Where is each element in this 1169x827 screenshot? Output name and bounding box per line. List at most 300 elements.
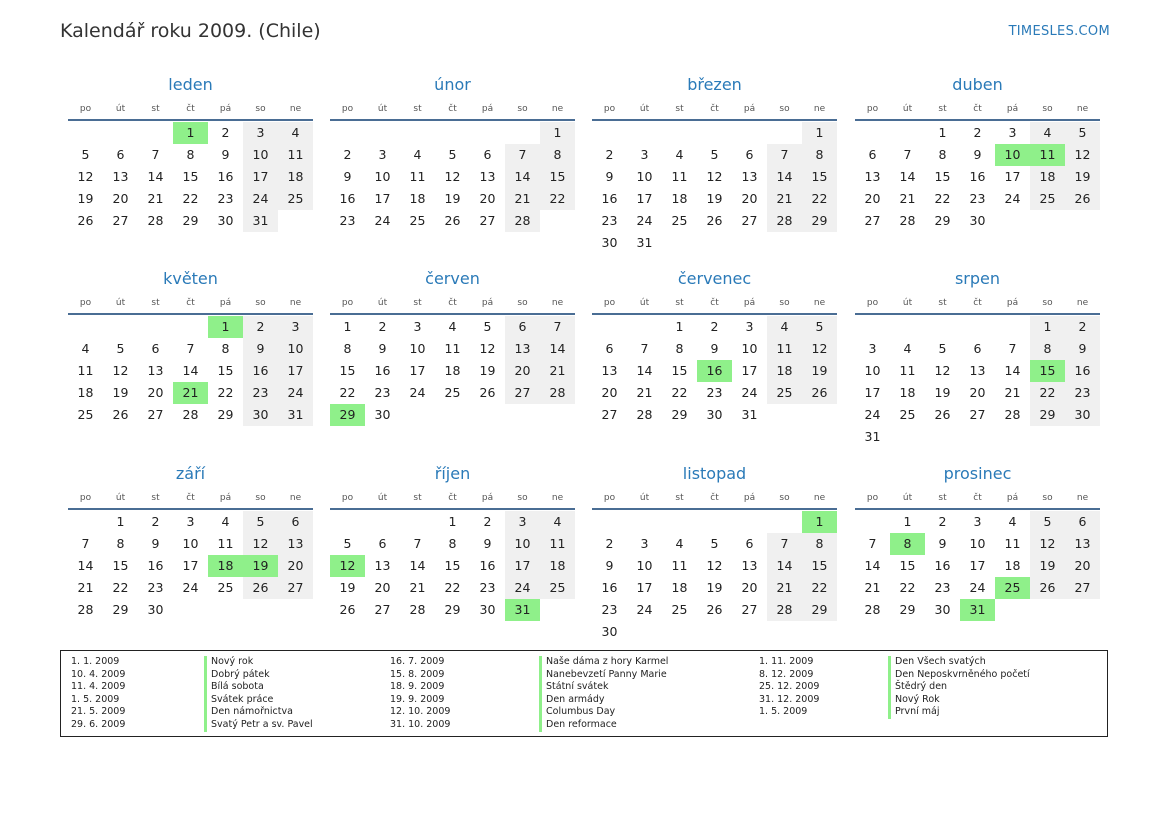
legend-names xyxy=(539,656,668,732)
day-cell: 6 xyxy=(868,147,877,162)
day-cell: 26 xyxy=(479,385,496,400)
day-cell: 15 xyxy=(112,558,129,573)
day-cell: 24 xyxy=(1004,191,1021,206)
weekday-label: so xyxy=(1042,493,1053,503)
weekday-label: ne xyxy=(551,493,564,503)
day-cell: 7 xyxy=(1008,341,1017,356)
month-prosinec xyxy=(855,464,1100,621)
day-cell: 8 xyxy=(675,341,684,356)
day-cell: 12 xyxy=(802,338,837,360)
weekday-label: po xyxy=(79,298,92,308)
day-cell: 20 xyxy=(864,191,881,206)
day-cell: 27 xyxy=(1065,577,1100,599)
legend-dates xyxy=(71,656,125,732)
empty-cell xyxy=(592,511,627,533)
day-cell: 16 xyxy=(969,169,986,184)
day-cell: 23 xyxy=(243,382,278,404)
day-cell: 1 xyxy=(903,514,912,529)
day-cell: 22 xyxy=(182,191,199,206)
day-cell: 26 xyxy=(934,407,951,422)
empty-cell xyxy=(592,122,627,144)
day-cell: 25 xyxy=(444,385,461,400)
day-cell: 23 xyxy=(601,213,618,228)
weekday-label: st xyxy=(938,298,947,308)
empty-cell xyxy=(627,511,662,533)
day-cell: 29 xyxy=(802,599,837,621)
day-cell: 18 xyxy=(444,363,461,378)
day-cell: 2 xyxy=(973,125,982,140)
weekday-label: čt xyxy=(186,298,195,308)
day-cell: 26 xyxy=(77,213,94,228)
day-cell: 29 xyxy=(802,210,837,232)
month-duben xyxy=(855,75,1100,232)
day-cell: 3 xyxy=(278,316,313,338)
day-cell: 5 xyxy=(1030,511,1065,533)
holiday-date: 25. 12. 2009 xyxy=(759,681,820,693)
day-cell: 9 xyxy=(151,536,160,551)
day-cell: 16 xyxy=(479,558,496,573)
day-cell: 28 xyxy=(182,407,199,422)
day-cell: 21 xyxy=(636,385,653,400)
day-cell: 16 xyxy=(601,580,618,595)
day-cell: 29 xyxy=(217,407,234,422)
day-cell: 27 xyxy=(278,577,313,599)
empty-cell xyxy=(855,316,890,338)
weekday-label: so xyxy=(255,298,266,308)
empty-cell xyxy=(767,511,802,533)
empty-cell xyxy=(855,122,890,144)
day-cell: 21 xyxy=(147,191,164,206)
legend-names xyxy=(204,656,313,732)
day-cell: 9 xyxy=(973,147,982,162)
day-cell: 10 xyxy=(969,536,986,551)
weekday-header xyxy=(592,291,837,315)
day-cell: 20 xyxy=(479,191,496,206)
day-cell: 19 xyxy=(479,363,496,378)
day-cell: 14 xyxy=(767,166,802,188)
day-cell: 19 xyxy=(339,580,356,595)
holiday-day: 31 xyxy=(960,599,995,621)
weekday-label: út xyxy=(115,493,126,503)
day-cell: 28 xyxy=(77,602,94,617)
day-cell: 27 xyxy=(864,213,881,228)
day-cell: 9 xyxy=(710,341,719,356)
day-cell: 3 xyxy=(505,511,540,533)
month-květen xyxy=(68,269,313,426)
day-cell: 22 xyxy=(217,385,234,400)
empty-cell xyxy=(435,122,470,144)
day-cell: 16 xyxy=(1065,360,1100,382)
day-cell: 7 xyxy=(151,147,160,162)
month-září xyxy=(68,464,313,621)
day-cell: 13 xyxy=(374,558,391,573)
weekday-label: pá xyxy=(219,298,232,308)
day-cell: 14 xyxy=(77,558,94,573)
holiday-date: 16. 7. 2009 xyxy=(390,656,445,667)
day-cell: 30 xyxy=(601,235,618,250)
day-cell: 7 xyxy=(540,316,575,338)
day-cell: 28 xyxy=(636,407,653,422)
month-listopad xyxy=(592,464,837,643)
holiday-name: Nový rok xyxy=(211,656,254,667)
month-name: říjen xyxy=(434,464,471,483)
weekday-label: st xyxy=(151,104,160,114)
day-cell: 2 xyxy=(938,514,947,529)
day-cell: 25 xyxy=(671,213,688,228)
day-cell: 20 xyxy=(112,191,129,206)
weekday-label: so xyxy=(779,298,790,308)
day-cell: 6 xyxy=(745,147,754,162)
day-cell: 4 xyxy=(221,514,230,529)
empty-cell xyxy=(890,316,925,338)
day-cell: 2 xyxy=(483,514,492,529)
weekday-label: čt xyxy=(973,104,982,114)
month-name: prosinec xyxy=(943,464,1012,483)
empty-cell xyxy=(103,316,138,338)
day-cell: 26 xyxy=(1065,188,1100,210)
day-cell: 17 xyxy=(505,555,540,577)
weekday-label: so xyxy=(779,493,790,503)
day-cell: 1 xyxy=(1030,316,1065,338)
day-cell: 8 xyxy=(1030,338,1065,360)
weekday-label: ne xyxy=(813,298,826,308)
month-únor xyxy=(330,75,575,232)
empty-cell xyxy=(400,122,435,144)
weekday-label: po xyxy=(79,493,92,503)
holiday-date: 18. 9. 2009 xyxy=(390,681,445,693)
weekday-label: po xyxy=(603,493,616,503)
weekday-label: čt xyxy=(973,493,982,503)
day-cell: 8 xyxy=(221,341,230,356)
holiday-day: 12 xyxy=(330,555,365,577)
day-cell: 3 xyxy=(413,319,422,334)
holiday-name: Svatý Petr a sv. Pavel xyxy=(211,718,313,730)
day-cell: 4 xyxy=(675,147,684,162)
holiday-name: Columbus Day xyxy=(546,706,616,718)
day-cell: 15 xyxy=(802,555,837,577)
holiday-day: 1 xyxy=(173,122,208,144)
day-cell: 24 xyxy=(741,385,758,400)
day-cell: 29 xyxy=(112,602,129,617)
empty-cell xyxy=(592,316,627,338)
day-cell: 17 xyxy=(243,166,278,188)
day-cell: 12 xyxy=(444,169,461,184)
day-cell: 6 xyxy=(1065,511,1100,533)
page-title: Kalendář roku 2009. (Chile) xyxy=(60,20,321,42)
day-cell: 9 xyxy=(378,341,387,356)
month-name: listopad xyxy=(682,464,747,483)
day-cell: 3 xyxy=(186,514,195,529)
weekday-label: út xyxy=(902,493,913,503)
day-cell: 13 xyxy=(741,169,758,184)
day-cell: 1 xyxy=(343,319,352,334)
day-cell: 26 xyxy=(1030,577,1065,599)
weekday-label: so xyxy=(1042,104,1053,114)
day-cell: 22 xyxy=(112,580,129,595)
day-cell: 26 xyxy=(706,602,723,617)
holiday-day: 11 xyxy=(1030,144,1065,166)
day-cell: 28 xyxy=(409,602,426,617)
day-cell: 5 xyxy=(1065,122,1100,144)
day-grid xyxy=(68,316,313,426)
day-cell: 3 xyxy=(745,319,754,334)
weekday-label: pá xyxy=(1006,493,1019,503)
month-name: únor xyxy=(434,75,471,94)
holiday-date: 1. 1. 2009 xyxy=(71,656,120,667)
weekday-label: po xyxy=(603,298,616,308)
day-cell: 4 xyxy=(903,341,912,356)
day-cell: 26 xyxy=(706,213,723,228)
day-cell: 30 xyxy=(374,407,391,422)
holiday-date: 11. 4. 2009 xyxy=(71,681,126,693)
day-cell: 5 xyxy=(710,147,719,162)
day-cell: 23 xyxy=(147,580,164,595)
holiday-name: Nový Rok xyxy=(895,693,940,705)
empty-cell xyxy=(365,511,400,533)
holiday-date: 15. 8. 2009 xyxy=(390,668,445,680)
weekday-header xyxy=(68,291,313,315)
day-grid xyxy=(855,122,1100,232)
day-cell: 28 xyxy=(767,599,802,621)
weekday-label: pá xyxy=(743,493,756,503)
day-cell: 1 xyxy=(938,125,947,140)
month-říjen xyxy=(330,464,575,621)
weekday-label: st xyxy=(151,493,160,503)
empty-cell xyxy=(470,122,505,144)
day-cell: 10 xyxy=(505,533,540,555)
day-cell: 18 xyxy=(540,555,575,577)
empty-cell xyxy=(103,122,138,144)
day-cell: 3 xyxy=(973,514,982,529)
day-cell: 1 xyxy=(802,122,837,144)
day-cell: 5 xyxy=(938,341,947,356)
day-cell: 12 xyxy=(934,363,951,378)
day-cell: 9 xyxy=(343,169,352,184)
day-cell: 1 xyxy=(540,122,575,144)
day-cell: 26 xyxy=(112,407,129,422)
empty-cell xyxy=(890,122,925,144)
day-cell: 12 xyxy=(1065,144,1100,166)
weekday-label: po xyxy=(341,493,354,503)
holiday-date: 21. 5. 2009 xyxy=(71,706,126,718)
day-cell: 23 xyxy=(1065,382,1100,404)
day-grid xyxy=(68,122,313,232)
day-cell: 11 xyxy=(671,169,688,184)
day-grid xyxy=(330,122,575,232)
empty-cell xyxy=(505,122,540,144)
day-cell: 20 xyxy=(741,580,758,595)
day-cell: 20 xyxy=(1065,555,1100,577)
day-grid xyxy=(330,511,575,621)
day-cell: 30 xyxy=(217,213,234,228)
day-cell: 21 xyxy=(77,580,94,595)
day-cell: 11 xyxy=(899,363,916,378)
weekday-label: st xyxy=(413,493,422,503)
day-cell: 29 xyxy=(899,602,916,617)
day-cell: 28 xyxy=(540,382,575,404)
day-cell: 15 xyxy=(217,363,234,378)
day-grid xyxy=(330,316,575,426)
holiday-date: 1. 5. 2009 xyxy=(71,693,120,705)
day-cell: 21 xyxy=(864,580,881,595)
weekday-label: út xyxy=(115,298,126,308)
day-cell: 27 xyxy=(505,382,540,404)
holiday-date: 29. 6. 2009 xyxy=(71,718,126,730)
weekday-header xyxy=(592,486,837,510)
day-cell: 12 xyxy=(243,533,278,555)
day-cell: 11 xyxy=(540,533,575,555)
day-cell: 3 xyxy=(640,536,649,551)
holiday-name: Štědrý den xyxy=(895,681,948,693)
day-cell: 24 xyxy=(278,382,313,404)
day-cell: 22 xyxy=(339,385,356,400)
day-cell: 3 xyxy=(640,147,649,162)
weekday-header xyxy=(330,486,575,510)
day-cell: 25 xyxy=(899,407,916,422)
day-cell: 19 xyxy=(802,360,837,382)
day-cell: 27 xyxy=(741,602,758,617)
day-cell: 19 xyxy=(706,580,723,595)
month-name: duben xyxy=(952,75,1003,94)
day-cell: 9 xyxy=(221,147,230,162)
day-cell: 2 xyxy=(605,536,614,551)
day-cell: 10 xyxy=(409,341,426,356)
empty-cell xyxy=(925,316,960,338)
day-cell: 13 xyxy=(112,169,129,184)
holiday-name: Dobrý pátek xyxy=(211,668,270,680)
holiday-name: Nanebevzetí Panny Marie xyxy=(546,668,667,680)
weekday-label: po xyxy=(866,104,879,114)
day-grid xyxy=(68,511,313,621)
day-cell: 23 xyxy=(339,213,356,228)
day-cell: 30 xyxy=(243,404,278,426)
day-cell: 2 xyxy=(151,514,160,529)
day-cell: 18 xyxy=(409,191,426,206)
day-cell: 16 xyxy=(934,558,951,573)
weekday-label: po xyxy=(341,298,354,308)
day-cell: 24 xyxy=(505,577,540,599)
day-cell: 16 xyxy=(147,558,164,573)
day-cell: 7 xyxy=(81,536,90,551)
day-cell: 19 xyxy=(1065,166,1100,188)
weekday-header xyxy=(330,291,575,315)
weekday-label: čt xyxy=(448,104,457,114)
day-cell: 14 xyxy=(147,169,164,184)
weekday-label: po xyxy=(341,104,354,114)
day-cell: 17 xyxy=(636,580,653,595)
holiday-name: Svátek práce xyxy=(211,693,274,705)
holiday-name: Den Všech svatých xyxy=(895,656,986,667)
weekday-label: st xyxy=(413,298,422,308)
day-cell: 18 xyxy=(671,191,688,206)
holiday-day: 19 xyxy=(243,555,278,577)
day-cell: 21 xyxy=(1004,385,1021,400)
day-cell: 13 xyxy=(505,338,540,360)
day-cell: 2 xyxy=(343,147,352,162)
weekday-label: po xyxy=(603,104,616,114)
day-cell: 19 xyxy=(112,385,129,400)
day-cell: 25 xyxy=(1030,188,1065,210)
day-cell: 4 xyxy=(448,319,457,334)
day-cell: 6 xyxy=(605,341,614,356)
weekday-label: pá xyxy=(219,104,232,114)
day-cell: 5 xyxy=(802,316,837,338)
weekday-label: ne xyxy=(1076,104,1089,114)
day-cell: 10 xyxy=(864,363,881,378)
day-cell: 10 xyxy=(741,341,758,356)
holiday-day: 29 xyxy=(330,404,365,426)
day-cell: 30 xyxy=(934,602,951,617)
holiday-name: Naše dáma z hory Karmel xyxy=(546,656,669,667)
month-březen xyxy=(592,75,837,254)
day-cell: 9 xyxy=(1065,338,1100,360)
holiday-day: 15 xyxy=(1030,360,1065,382)
holiday-date: 31. 10. 2009 xyxy=(390,718,451,730)
day-cell: 10 xyxy=(636,558,653,573)
weekday-label: pá xyxy=(1006,298,1019,308)
weekday-label: st xyxy=(675,104,684,114)
empty-cell xyxy=(627,316,662,338)
day-cell: 30 xyxy=(601,624,618,639)
day-cell: 24 xyxy=(182,580,199,595)
weekday-label: út xyxy=(115,104,126,114)
day-cell: 29 xyxy=(444,602,461,617)
day-cell: 11 xyxy=(217,536,234,551)
day-cell: 29 xyxy=(1030,404,1065,426)
day-cell: 20 xyxy=(374,580,391,595)
day-cell: 13 xyxy=(278,533,313,555)
weekday-label: so xyxy=(779,104,790,114)
day-cell: 31 xyxy=(243,210,278,232)
day-cell: 23 xyxy=(479,580,496,595)
day-cell: 31 xyxy=(278,404,313,426)
day-cell: 18 xyxy=(1004,558,1021,573)
day-cell: 8 xyxy=(938,147,947,162)
day-cell: 25 xyxy=(671,602,688,617)
day-cell: 14 xyxy=(864,558,881,573)
weekday-label: ne xyxy=(289,104,302,114)
holiday-date: 10. 4. 2009 xyxy=(71,668,126,680)
day-cell: 2 xyxy=(243,316,278,338)
weekday-label: pá xyxy=(481,104,494,114)
day-cell: 10 xyxy=(278,338,313,360)
day-cell: 14 xyxy=(409,558,426,573)
day-cell: 2 xyxy=(378,319,387,334)
day-cell: 17 xyxy=(741,363,758,378)
month-name: leden xyxy=(168,75,213,94)
day-cell: 5 xyxy=(343,536,352,551)
day-cell: 15 xyxy=(540,166,575,188)
day-cell: 17 xyxy=(969,558,986,573)
site-link[interactable]: TIMESLES.COM xyxy=(1008,24,1110,39)
month-name: červenec xyxy=(677,269,752,288)
day-cell: 16 xyxy=(339,191,356,206)
day-cell: 14 xyxy=(1004,363,1021,378)
weekday-label: ne xyxy=(551,298,564,308)
day-cell: 21 xyxy=(899,191,916,206)
day-cell: 1 xyxy=(675,319,684,334)
weekday-label: st xyxy=(151,298,160,308)
weekday-label: ne xyxy=(289,298,302,308)
day-cell: 30 xyxy=(147,602,164,617)
day-cell: 11 xyxy=(278,144,313,166)
day-grid xyxy=(592,316,837,426)
weekday-header xyxy=(68,97,313,121)
day-cell: 27 xyxy=(741,213,758,228)
weekday-label: ne xyxy=(551,104,564,114)
day-cell: 7 xyxy=(868,536,877,551)
day-cell: 19 xyxy=(77,191,94,206)
